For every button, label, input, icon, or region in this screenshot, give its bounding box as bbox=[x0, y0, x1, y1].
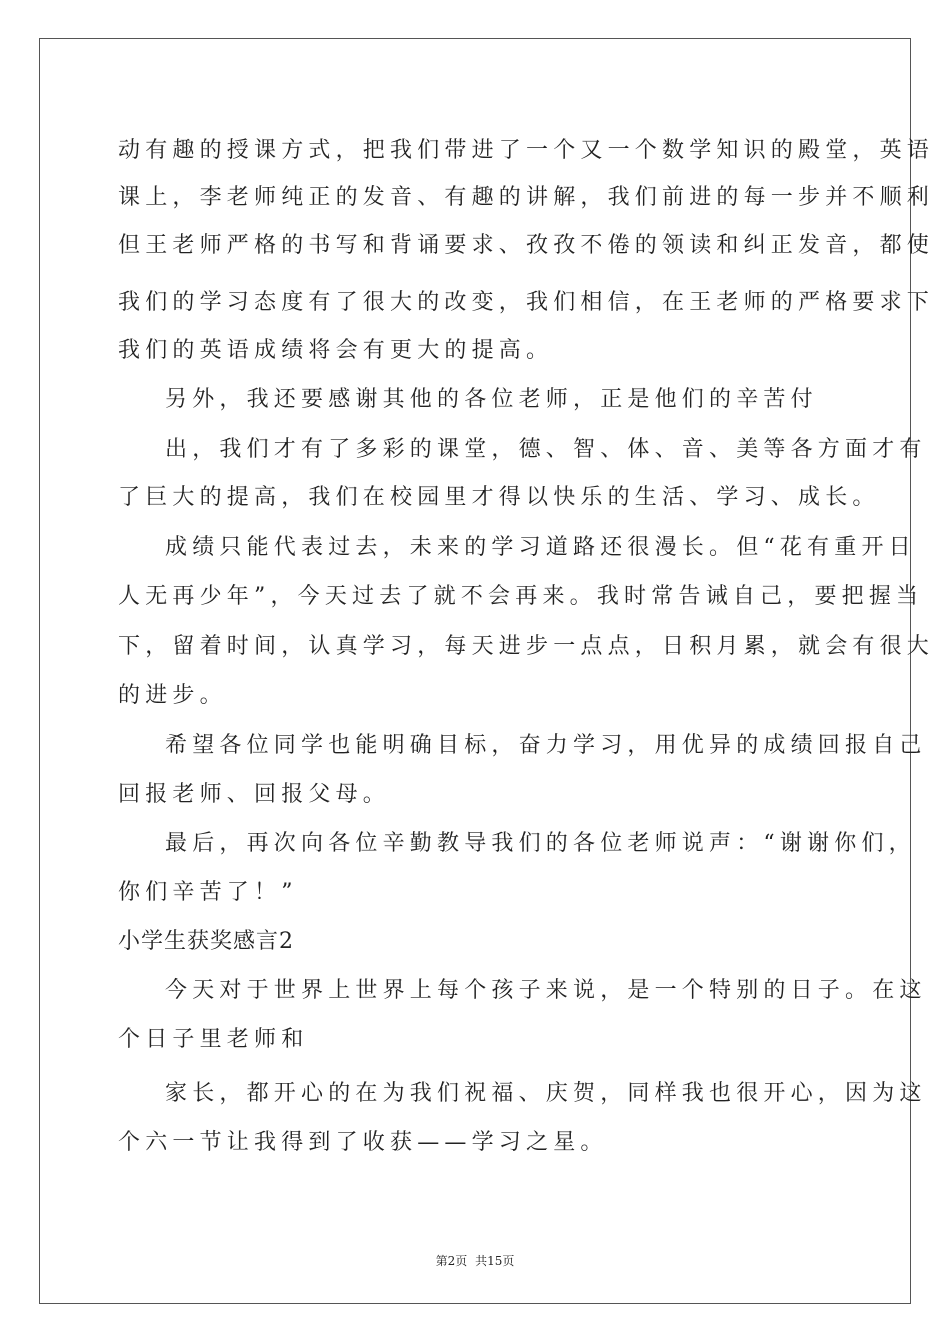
text-line: 回报老师、回报父母。 bbox=[118, 782, 391, 807]
text-line: 个六一节让我得到了收获——学习之星。 bbox=[118, 1130, 608, 1155]
text-line: 下，留着时间，认真学习，每天进步一点点，日积月累，就会有很大 bbox=[118, 634, 935, 659]
text-line: 个日子里老师和 bbox=[118, 1027, 309, 1052]
text-line: 我们的英语成绩将会有更大的提高。 bbox=[118, 338, 554, 363]
page-number: 第2页 bbox=[435, 1254, 468, 1268]
text-line: 了巨大的提高，我们在校园里才得以快乐的生活、学习、成长。 bbox=[118, 485, 880, 510]
text-line: 你们辛苦了！” bbox=[118, 880, 298, 905]
paragraph-start: 最后，再次向各位辛勤教导我们的各位老师说声：“谢谢你们， bbox=[165, 831, 916, 856]
paragraph-start: 家长，都开心的在为我们祝福、庆贺，同样我也很开心，因为这 bbox=[165, 1081, 927, 1106]
text-line: 动有趣的授课方式，把我们带进了一个又一个数学知识的殿堂，英语 bbox=[118, 138, 935, 163]
text-line: 的进步。 bbox=[118, 683, 227, 708]
text-line: 课上，李老师纯正的发音、有趣的讲解，我们前进的每一步并不顺利 bbox=[118, 185, 935, 210]
paragraph-start: 成绩只能代表过去，未来的学习道路还很漫长。但“花有重开日 bbox=[165, 535, 916, 560]
page-footer bbox=[0, 1252, 950, 1269]
paragraph-start: 希望各位同学也能明确目标，奋力学习，用优异的成绩回报自己 bbox=[165, 733, 927, 758]
paragraph-start: 另外，我还要感谢其他的各位老师，正是他们的辛苦付 bbox=[165, 387, 818, 412]
text-line: 我们的学习态度有了很大的改变，我们相信，在王老师的严格要求下 bbox=[118, 290, 935, 315]
text-line: 但王老师严格的书写和背诵要求、孜孜不倦的领读和纠正发音，都使 bbox=[118, 233, 935, 258]
paragraph-start: 出，我们才有了多彩的课堂，德、智、体、音、美等各方面才有 bbox=[165, 437, 927, 462]
paragraph-start: 今天对于世界上世界上每个孩子来说，是一个特别的日子。在这 bbox=[165, 978, 927, 1003]
page-total: 共15页 bbox=[475, 1254, 515, 1268]
text-line: 人无再少年”，今天过去了就不会再来。我时常告诫自己，要把握当 bbox=[118, 584, 924, 609]
section-heading: 小学生获奖感言2 bbox=[118, 929, 294, 954]
page-border bbox=[39, 38, 911, 1304]
